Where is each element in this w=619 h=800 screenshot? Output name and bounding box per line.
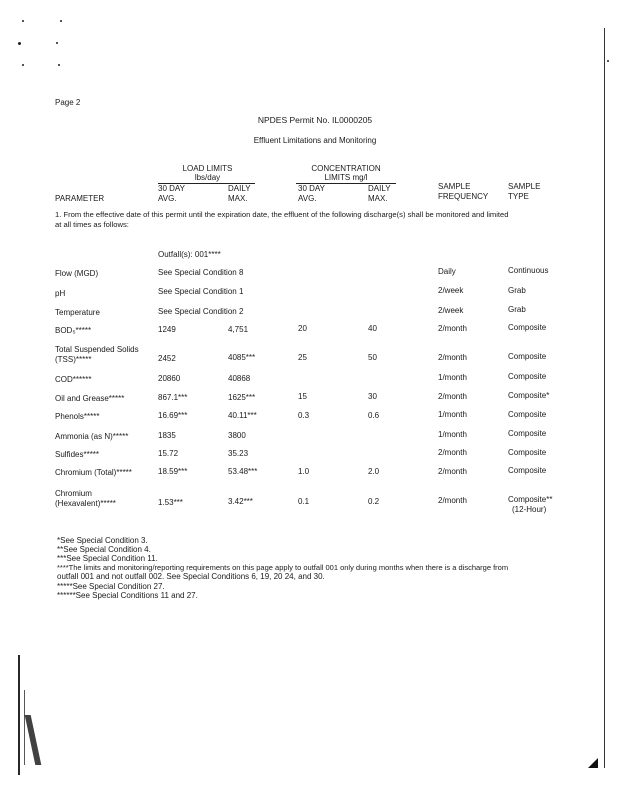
row-frequency: 1/month [438,373,467,382]
row-parameter: pH [55,289,66,298]
row-frequency: 2/week [438,286,464,295]
sample-frequency-header: SAMPLE FREQUENCY [438,182,489,201]
row-load-avg: 15.72 [158,449,179,458]
scan-speck [58,64,60,66]
row-parameter: COD****** [55,375,92,384]
row-frequency: 2/month [438,448,467,457]
row-conc-avg: 0.3 [298,411,310,420]
row-load-avg: See Special Condition 2 [158,307,244,316]
concentration-units: LIMITS mg/l [324,173,368,182]
conc-30day-header: 30 DAY AVG. [298,184,325,203]
row-conc-avg: 15 [298,392,307,401]
footnote: *****See Special Condition 27. [57,582,165,591]
row-conc-max: 50 [368,353,377,362]
row-conc-avg: 20 [298,324,307,333]
row-parameter: Oil and Grease***** [55,394,125,403]
row-conc-avg: 1.0 [298,467,310,476]
row-load-avg: 867.1*** [158,393,188,402]
row-parameter: Sulfides***** [55,450,100,459]
row-frequency: 2/month [438,467,467,476]
scan-speck [22,64,24,66]
row-type: Grab [508,286,526,295]
row-load-avg: See Special Condition 8 [158,268,244,277]
row-load-avg: 18.59*** [158,467,188,476]
row-frequency: 2/month [438,392,467,401]
row-conc-max: 0.2 [368,497,380,506]
row-conc-max: 30 [368,392,377,401]
row-type: Composite [508,323,547,332]
scan-speck [60,20,62,22]
parameter-header: PARAMETER [55,194,105,203]
row-type: Composite* [508,391,550,400]
row-parameter: BOD₅***** [55,326,92,335]
row-frequency: 1/month [438,430,467,439]
row-parameter: Chromium (Total)***** [55,468,132,477]
conc-daily-max-header: DAILY MAX. [368,184,391,203]
row-parameter: (TSS)***** [55,355,92,364]
row-parameter: Ammonia (as N)***** [55,432,129,441]
page-label: Page 2 [55,98,81,107]
scan-speck [607,60,609,62]
scan-speck [22,20,24,22]
row-load-avg: 1249 [158,325,176,334]
row-load-avg: See Special Condition 1 [158,287,244,296]
row-load-max: 4,751 [228,325,249,334]
row-parameter: Phenols***** [55,412,100,421]
row-conc-max: 0.6 [368,411,380,420]
scan-edge-mark [25,715,42,765]
row-type: Grab [508,305,526,314]
scan-corner-mark [588,758,598,768]
row-parameter: Flow (MGD) [55,269,99,278]
row-load-max: 35.23 [228,449,249,458]
sample-type-header: SAMPLE TYPE [508,182,541,201]
intro-line-2: at all times as follows: [55,220,129,229]
load-limits-units: lbs/day [194,173,221,182]
row-load-max: 53.48*** [228,467,258,476]
row-load-max: 4085*** [228,353,256,362]
row-conc-max: 2.0 [368,467,380,476]
row-conc-avg: 25 [298,353,307,362]
footnote: ***See Special Condition 11. [57,554,158,563]
section-title: Effluent Limitations and Monitoring [253,136,377,145]
outfall-label: Outfall(s): 001**** [158,250,221,259]
row-load-avg: 1835 [158,431,176,440]
row-frequency: 2/month [438,496,467,505]
row-type: Composite [508,410,547,419]
row-type: Continuous [508,266,549,275]
footnote: ****The limits and monitoring/reporting requirements on this page apply to outfall 001 only during months when there is a discharge from [57,563,509,572]
row-type: Composite [508,372,547,381]
row-conc-avg: 0.1 [298,497,310,506]
footnote: *See Special Condition 3. [57,536,148,545]
row-type: Composite [508,352,547,361]
load-daily-max-header: DAILY MAX. [228,184,251,203]
footnote: ******See Special Conditions 11 and 27. [57,591,198,600]
row-load-max: 3800 [228,431,246,440]
row-load-max: 40.11*** [228,411,257,420]
concentration-header: CONCENTRATION [311,164,381,173]
footnote: **See Special Condition 4. [57,545,151,554]
row-load-max: 40868 [228,374,251,383]
row-parameter: Temperature [55,308,100,317]
scan-speck [18,42,21,45]
row-type: Composite** [508,495,553,504]
row-load-avg: 2452 [158,354,176,363]
scan-edge-line [18,655,20,775]
load-30day-header: 30 DAY AVG. [158,184,185,203]
row-frequency: 2/month [438,324,467,333]
row-parameter: (Hexavalent)***** [55,499,116,508]
row-frequency: 2/week [438,306,464,315]
row-load-max: 3.42*** [228,497,253,506]
scan-edge-line [604,28,605,768]
row-type-line2: (12-Hour) [512,505,547,514]
row-frequency: 2/month [438,353,467,362]
row-type: Composite [508,429,547,438]
row-conc-max: 40 [368,324,377,333]
row-frequency: 1/month [438,410,467,419]
load-limits-header: LOAD LIMITS [182,164,233,173]
row-load-avg: 1.53*** [158,498,183,507]
permit-title: NPDES Permit No. IL0000205 [257,115,373,125]
row-frequency: Daily [438,267,456,276]
row-parameter-line1: Total Suspended Solids [55,345,139,354]
footnote: outfall 001 and not outfall 002. See Special Conditions 6, 19, 20 24, and 30. [57,572,325,581]
row-load-avg: 20860 [158,374,181,383]
scan-edge-line [24,690,25,765]
row-type: Composite [508,466,547,475]
scan-speck [56,42,58,44]
row-parameter-line1: Chromium [55,489,92,498]
row-load-max: 1625*** [228,393,256,402]
row-load-avg: 16.69*** [158,411,188,420]
row-type: Composite [508,448,547,457]
intro-line-1: 1. From the effective date of this permit until the expiration date, the effluent of the following discharge(s) shall be monitored and limited [55,210,509,219]
